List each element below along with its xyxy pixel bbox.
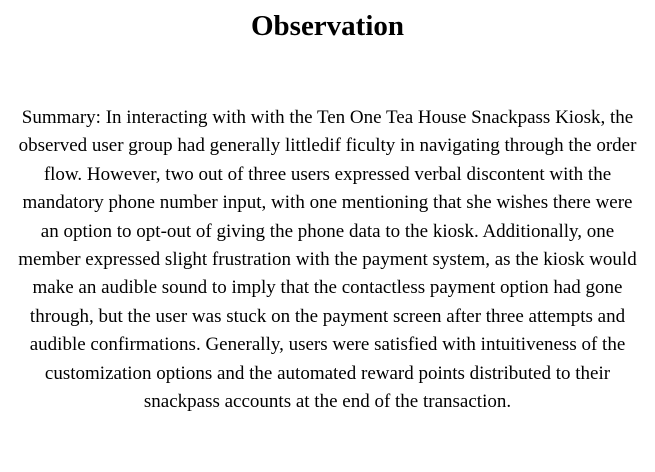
page-title: Observation [250,10,405,42]
summary-paragraph: Summary: In interacting with with the Ten One Tea House Snackpass Kiosk, the observed user group had generally littledif ficulty in navigating through the order flow. However, two out of three users expressed verbal discontent with the mandatory phone number input, with one mentioning that she wishes there were an option to opt-out of giving the phone data to the kiosk. Additionally, one member expressed slight frustration with the payment system, as the kiosk would make an audible sound to imply that the contactless payment option had gone through, but the user was stuck on the payment screen after three attempts and audible confirmations. Generally, users were satisfied with intuitiveness of the customization options and the automated reward points distributed to their snackpass accounts at the end of the transaction. [18,107,637,413]
